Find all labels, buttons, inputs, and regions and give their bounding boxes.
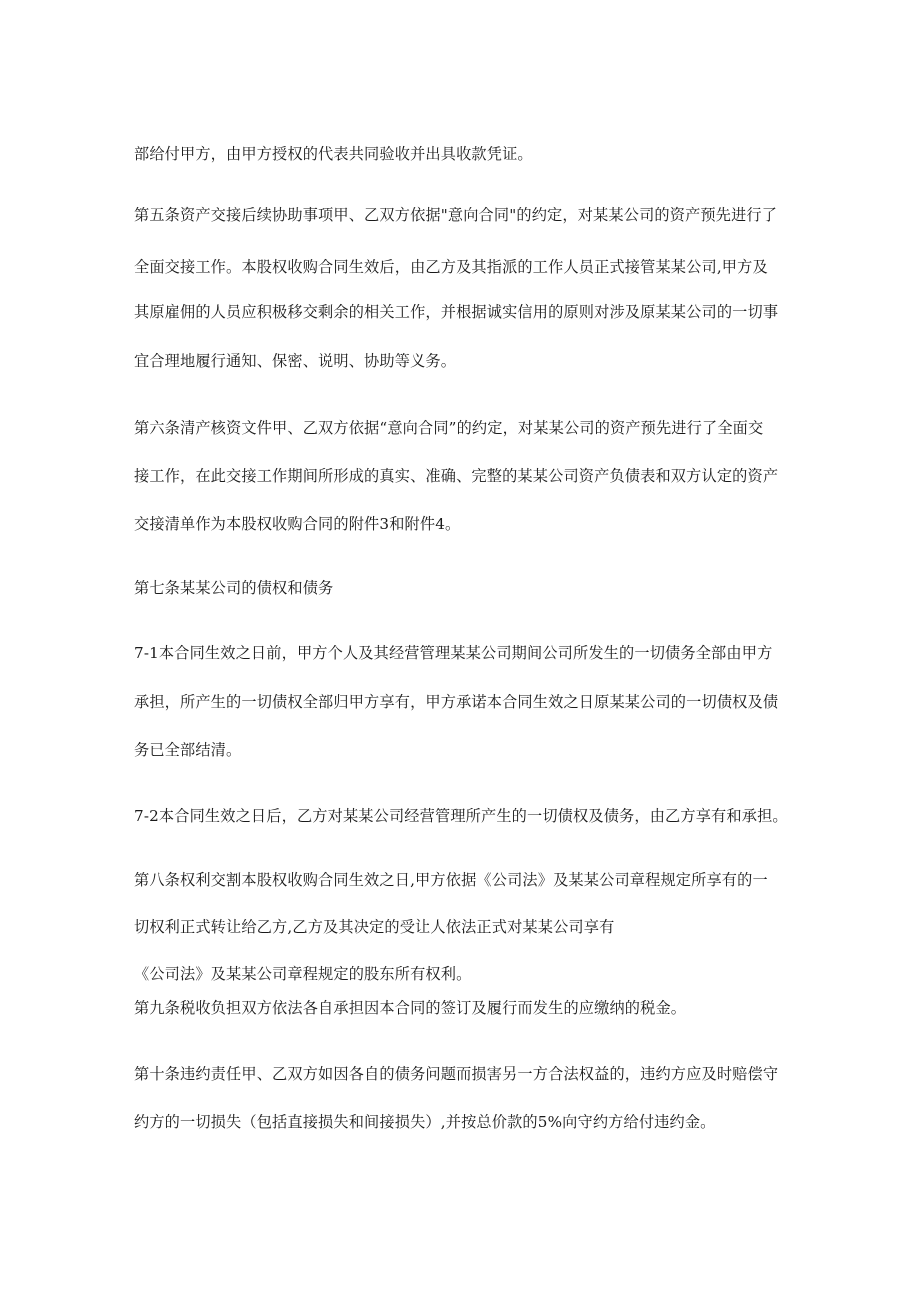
text-line: 7-1本合同生效之日前，甲方个人及其经营管理某某公司期间公司所发生的一切债务全部由甲方 bbox=[134, 644, 773, 662]
text-line: 宜合理地履行通知、保密、说明、协助等义务。 bbox=[134, 352, 457, 370]
text-line: 第十条违约责任甲、乙双方如因各自的债务问题而损害另一方合法权益的，违约方应及时赔偿守 bbox=[134, 1065, 779, 1083]
text-line: 第九条税收负担双方依法各自承担因本合同的签订及履行而发生的应缴纳的税金。 bbox=[134, 999, 687, 1017]
text-line: 第五条资产交接后续协助事项甲、乙双方依据"意向合同"的约定，对某某公司的资产预先进行了 bbox=[134, 206, 778, 224]
text-line: 部给付甲方，由甲方授权的代表共同验收并出具收款凭证。 bbox=[134, 145, 533, 163]
text-line: 全面交接工作。本股权收购合同生效后，由乙方及其指派的工作人员正式接管某某公司,甲方及 bbox=[134, 258, 768, 276]
text-line: 务已全部结清。 bbox=[134, 741, 242, 759]
text-line: 接工作，在此交接工作期间所形成的真实、准确、完整的某某公司资产负债表和双方认定的资产 bbox=[134, 467, 779, 485]
text-line: 第七条某某公司的债权和债务 bbox=[134, 579, 334, 597]
text-line: 承担，所产生的一切债权全部归甲方享有，甲方承诺本合同生效之日原某某公司的一切债权及债 bbox=[134, 693, 779, 711]
text-line: 约方的一切损失（包括直接损失和间接损失）,并按总价款的5%向守约方给付违约金。 bbox=[134, 1113, 716, 1131]
text-line: 其原雇佣的人员应积极移交剩余的相关工作，并根据诚实信用的原则对涉及原某某公司的一切事 bbox=[134, 303, 779, 321]
text-line: 切权利正式转让给乙方,乙方及其决定的受让人依法正式对某某公司享有 bbox=[134, 918, 615, 936]
text-line: 《公司法》及某某公司章程规定的股东所有权利。 bbox=[134, 965, 472, 983]
text-line: 第六条清产核资文件甲、乙双方依据“意向合同”的约定，对某某公司的资产预先进行了全面交 bbox=[134, 419, 764, 437]
text-line: 交接清单作为本股权收购合同的附件3和附件4。 bbox=[134, 515, 461, 533]
text-line: 7-2本合同生效之日后，乙方对某某公司经营管理所产生的一切债权及债务，由乙方享有和承担。 bbox=[134, 807, 788, 825]
text-line: 第八条权利交割本股权收购合同生效之日,甲方依据《公司法》及某某公司章程规定所享有的一 bbox=[134, 871, 768, 889]
